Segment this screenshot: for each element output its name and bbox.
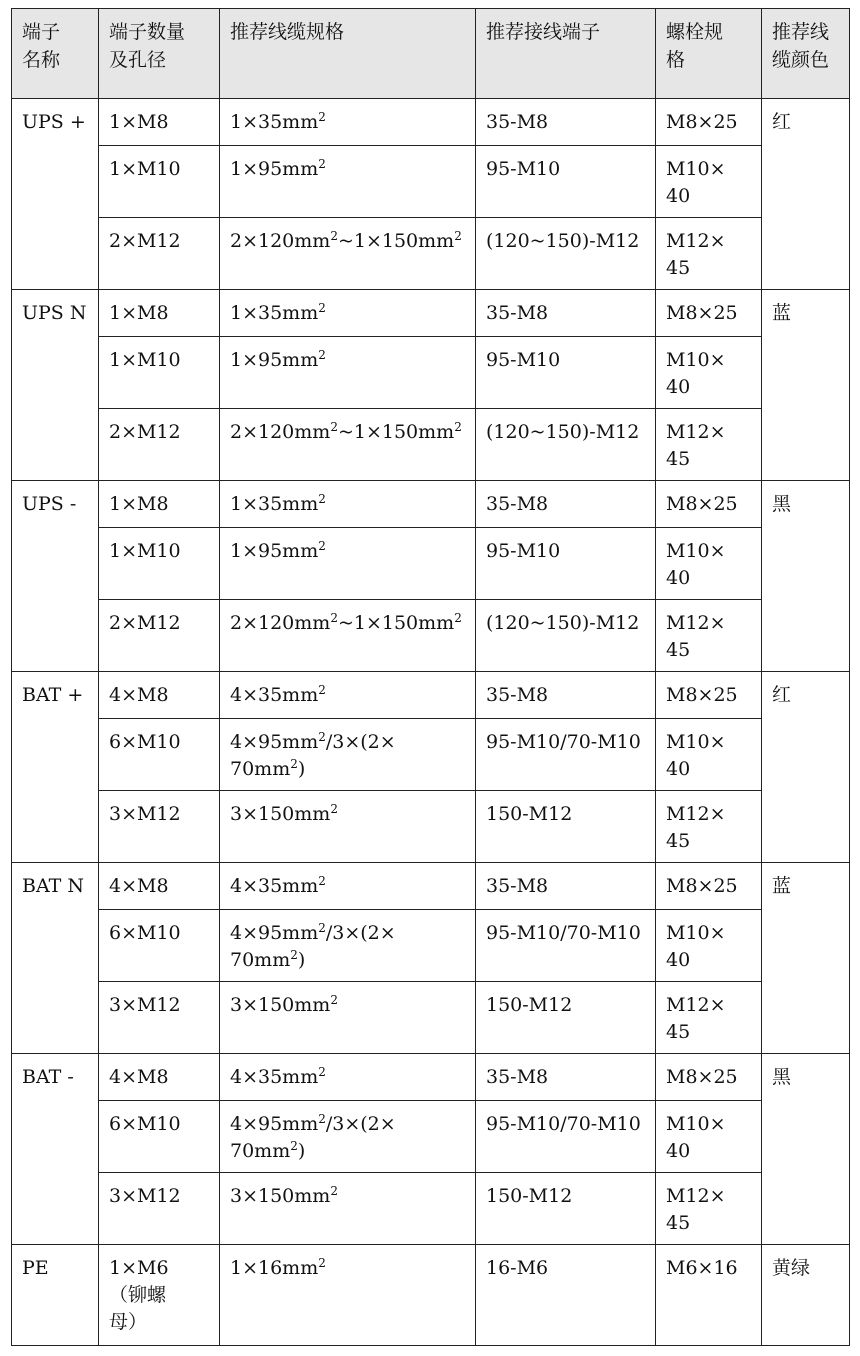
- qty-hole-cell: 1×M10: [99, 146, 220, 218]
- cable-spec-text: /3×(2× 70mm: [230, 1113, 396, 1162]
- bolt-cell: M10× 40: [656, 528, 762, 600]
- lug-cell: 95-M10/70-M10: [476, 910, 656, 982]
- cable-color-cell: 黑: [762, 481, 850, 672]
- cable-spec-cell: [220, 910, 476, 982]
- table-row: [12, 672, 850, 719]
- superscript: 2: [330, 993, 338, 1007]
- lug-cell: (120~150)-M12: [476, 600, 656, 672]
- table-row: [12, 290, 850, 337]
- qty-hole-cell: 1×M8: [99, 99, 220, 146]
- header-lug: 推荐接线端子: [476, 9, 656, 99]
- qty-hole-cell: 2×M12: [99, 409, 220, 481]
- lug-cell: 95-M10: [476, 337, 656, 409]
- cable-spec-cell: [220, 719, 476, 791]
- cable-spec-text: 4×35mm: [230, 1066, 319, 1088]
- lug-cell: 35-M8: [476, 290, 656, 337]
- lug-cell: 150-M12: [476, 1173, 656, 1245]
- table-row: [12, 600, 850, 672]
- lug-cell: 95-M10: [476, 146, 656, 218]
- superscript: 2: [454, 229, 462, 243]
- table-row: [12, 791, 850, 863]
- superscript: 2: [330, 229, 338, 243]
- header-cable-spec: 推荐线缆规格: [220, 9, 476, 99]
- table-row: [12, 982, 850, 1054]
- cable-spec-text: ~1×150mm: [337, 421, 455, 443]
- lug-cell: 35-M8: [476, 672, 656, 719]
- cable-spec-cell: [220, 791, 476, 863]
- qty-hole-cell: 3×M12: [99, 791, 220, 863]
- cable-spec-cell: [220, 290, 476, 337]
- superscript: 2: [330, 802, 338, 816]
- cable-spec-cell: [220, 218, 476, 290]
- qty-hole-cell: 6×M10: [99, 719, 220, 791]
- superscript: 2: [318, 1065, 326, 1079]
- qty-hole-cell: 4×M8: [99, 1054, 220, 1101]
- table-row: [12, 910, 850, 982]
- qty-hole-cell: 4×M8: [99, 863, 220, 910]
- bolt-cell: M8×25: [656, 672, 762, 719]
- cable-color-cell: 红: [762, 672, 850, 863]
- superscript: 2: [318, 1256, 326, 1270]
- bolt-cell: M8×25: [656, 481, 762, 528]
- cable-spec-cell: [220, 337, 476, 409]
- terminal-name-cell: BAT -: [12, 1054, 99, 1245]
- lug-cell: 95-M10/70-M10: [476, 1101, 656, 1173]
- bolt-cell: M8×25: [656, 1054, 762, 1101]
- qty-hole-cell: 1×M10: [99, 337, 220, 409]
- cable-color-cell: 红: [762, 99, 850, 290]
- cable-spec-text: ): [297, 758, 306, 780]
- cable-spec-cell: [220, 409, 476, 481]
- superscript: 2: [454, 420, 462, 434]
- table-row: [12, 99, 850, 146]
- cable-spec-cell: [220, 146, 476, 218]
- table-row: [12, 337, 850, 409]
- superscript: 2: [330, 420, 338, 434]
- cable-spec-text: 1×95mm: [230, 158, 319, 180]
- bolt-cell: M12× 45: [656, 1173, 762, 1245]
- bolt-cell: M10× 40: [656, 719, 762, 791]
- superscript: 2: [318, 874, 326, 888]
- bolt-cell: M6×16: [656, 1245, 762, 1346]
- superscript: 2: [318, 683, 326, 697]
- lug-cell: 150-M12: [476, 791, 656, 863]
- superscript: 2: [318, 539, 326, 553]
- superscript: 2: [318, 921, 326, 935]
- cable-spec-cell: [220, 1245, 476, 1346]
- terminal-name-cell: BAT +: [12, 672, 99, 863]
- superscript: 2: [330, 1184, 338, 1198]
- cable-spec-text: 1×35mm: [230, 111, 319, 133]
- cable-spec-text: 4×35mm: [230, 684, 319, 706]
- lug-cell: 95-M10: [476, 528, 656, 600]
- lug-cell: 150-M12: [476, 982, 656, 1054]
- qty-hole-cell: 1×M8: [99, 481, 220, 528]
- lug-cell: 35-M8: [476, 99, 656, 146]
- lug-cell: (120~150)-M12: [476, 409, 656, 481]
- table-row: [12, 218, 850, 290]
- qty-hole-cell: 6×M10: [99, 910, 220, 982]
- superscript: 2: [330, 611, 338, 625]
- table-row: [12, 146, 850, 218]
- cable-spec-text: 4×95mm: [230, 1113, 319, 1135]
- table-row: [12, 528, 850, 600]
- lug-cell: 35-M8: [476, 1054, 656, 1101]
- cable-spec-text: 1×35mm: [230, 302, 319, 324]
- qty-hole-cell: 6×M10: [99, 1101, 220, 1173]
- bolt-cell: M8×25: [656, 290, 762, 337]
- superscript: 2: [318, 730, 326, 744]
- cable-spec-text: 2×120mm: [230, 612, 331, 634]
- qty-hole-cell: 3×M12: [99, 982, 220, 1054]
- cable-spec-cell: [220, 982, 476, 1054]
- terminal-name-cell: UPS N: [12, 290, 99, 481]
- bolt-cell: M8×25: [656, 99, 762, 146]
- superscript: 2: [318, 301, 326, 315]
- header-qty-hole: 端子数量 及孔径: [99, 9, 220, 99]
- header-terminal-name: 端子 名称: [12, 9, 99, 99]
- table-row: [12, 409, 850, 481]
- bolt-cell: M10× 40: [656, 337, 762, 409]
- table-row: [12, 1101, 850, 1173]
- bolt-cell: M10× 40: [656, 146, 762, 218]
- lug-cell: 35-M8: [476, 481, 656, 528]
- cable-spec-text: 1×35mm: [230, 493, 319, 515]
- cable-spec-text: 3×150mm: [230, 994, 331, 1016]
- cable-spec-cell: [220, 1101, 476, 1173]
- cable-spec-text: 4×95mm: [230, 922, 319, 944]
- qty-hole-cell: 1×M6 （铆螺 母）: [99, 1245, 220, 1346]
- bolt-cell: M12× 45: [656, 409, 762, 481]
- superscript: 2: [318, 1112, 326, 1126]
- qty-hole-cell: 4×M8: [99, 672, 220, 719]
- table-row: [12, 1245, 850, 1346]
- cable-spec-text: 4×95mm: [230, 731, 319, 753]
- cable-spec-text: 4×35mm: [230, 875, 319, 897]
- spec-table-container: [11, 8, 849, 1346]
- superscript: 2: [290, 757, 298, 771]
- qty-hole-cell: 2×M12: [99, 600, 220, 672]
- lug-cell: (120~150)-M12: [476, 218, 656, 290]
- cable-spec-cell: [220, 99, 476, 146]
- superscript: 2: [318, 110, 326, 124]
- header-bolt: 螺栓规 格: [656, 9, 762, 99]
- bolt-cell: M12× 45: [656, 218, 762, 290]
- cable-spec-text: 2×120mm: [230, 421, 331, 443]
- superscript: 2: [454, 611, 462, 625]
- bolt-cell: M10× 40: [656, 910, 762, 982]
- table-row: [12, 719, 850, 791]
- cable-spec-cell: [220, 600, 476, 672]
- table-row: [12, 1173, 850, 1245]
- table-row: [12, 863, 850, 910]
- cable-spec-cell: [220, 528, 476, 600]
- cable-color-cell: 蓝: [762, 290, 850, 481]
- cable-spec-cell: [220, 863, 476, 910]
- cable-spec-cell: [220, 481, 476, 528]
- bolt-cell: M8×25: [656, 863, 762, 910]
- table-body: [12, 99, 850, 1346]
- cable-color-cell: 黑: [762, 1054, 850, 1245]
- cable-spec-cell: [220, 1054, 476, 1101]
- cable-color-cell: 黄绿: [762, 1245, 850, 1346]
- cable-spec-text: ~1×150mm: [337, 612, 455, 634]
- cable-spec-text: 3×150mm: [230, 803, 331, 825]
- superscript: 2: [318, 348, 326, 362]
- terminal-name-cell: UPS +: [12, 99, 99, 290]
- lug-cell: 16-M6: [476, 1245, 656, 1346]
- qty-hole-cell: 1×M10: [99, 528, 220, 600]
- bolt-cell: M10× 40: [656, 1101, 762, 1173]
- qty-hole-cell: 2×M12: [99, 218, 220, 290]
- cable-spec-text: 1×95mm: [230, 349, 319, 371]
- bolt-cell: M12× 45: [656, 600, 762, 672]
- lug-cell: 95-M10/70-M10: [476, 719, 656, 791]
- terminal-name-cell: PE: [12, 1245, 99, 1346]
- superscript: 2: [290, 948, 298, 962]
- cable-spec-text: 3×150mm: [230, 1185, 331, 1207]
- superscript: 2: [318, 157, 326, 171]
- cable-spec-text: /3×(2× 70mm: [230, 731, 396, 780]
- cable-color-cell: 蓝: [762, 863, 850, 1054]
- terminal-name-cell: BAT N: [12, 863, 99, 1054]
- qty-hole-cell: 3×M12: [99, 1173, 220, 1245]
- lug-cell: 35-M8: [476, 863, 656, 910]
- cable-spec-text: ): [297, 1140, 306, 1162]
- cable-spec-cell: [220, 1173, 476, 1245]
- cable-spec-text: /3×(2× 70mm: [230, 922, 396, 971]
- header-color: 推荐线 缆颜色: [762, 9, 850, 99]
- terminal-spec-table: [11, 8, 850, 1346]
- terminal-name-cell: UPS -: [12, 481, 99, 672]
- cable-spec-text: 2×120mm: [230, 230, 331, 252]
- cable-spec-text: 1×95mm: [230, 540, 319, 562]
- cable-spec-cell: [220, 672, 476, 719]
- table-row: [12, 481, 850, 528]
- cable-spec-text: ): [297, 949, 306, 971]
- superscript: 2: [318, 492, 326, 506]
- superscript: 2: [290, 1139, 298, 1153]
- table-row: [12, 1054, 850, 1101]
- table-header: [12, 9, 850, 99]
- cable-spec-text: 1×16mm: [230, 1257, 319, 1279]
- bolt-cell: M12× 45: [656, 791, 762, 863]
- bolt-cell: M12× 45: [656, 982, 762, 1054]
- cable-spec-text: ~1×150mm: [337, 230, 455, 252]
- qty-hole-cell: 1×M8: [99, 290, 220, 337]
